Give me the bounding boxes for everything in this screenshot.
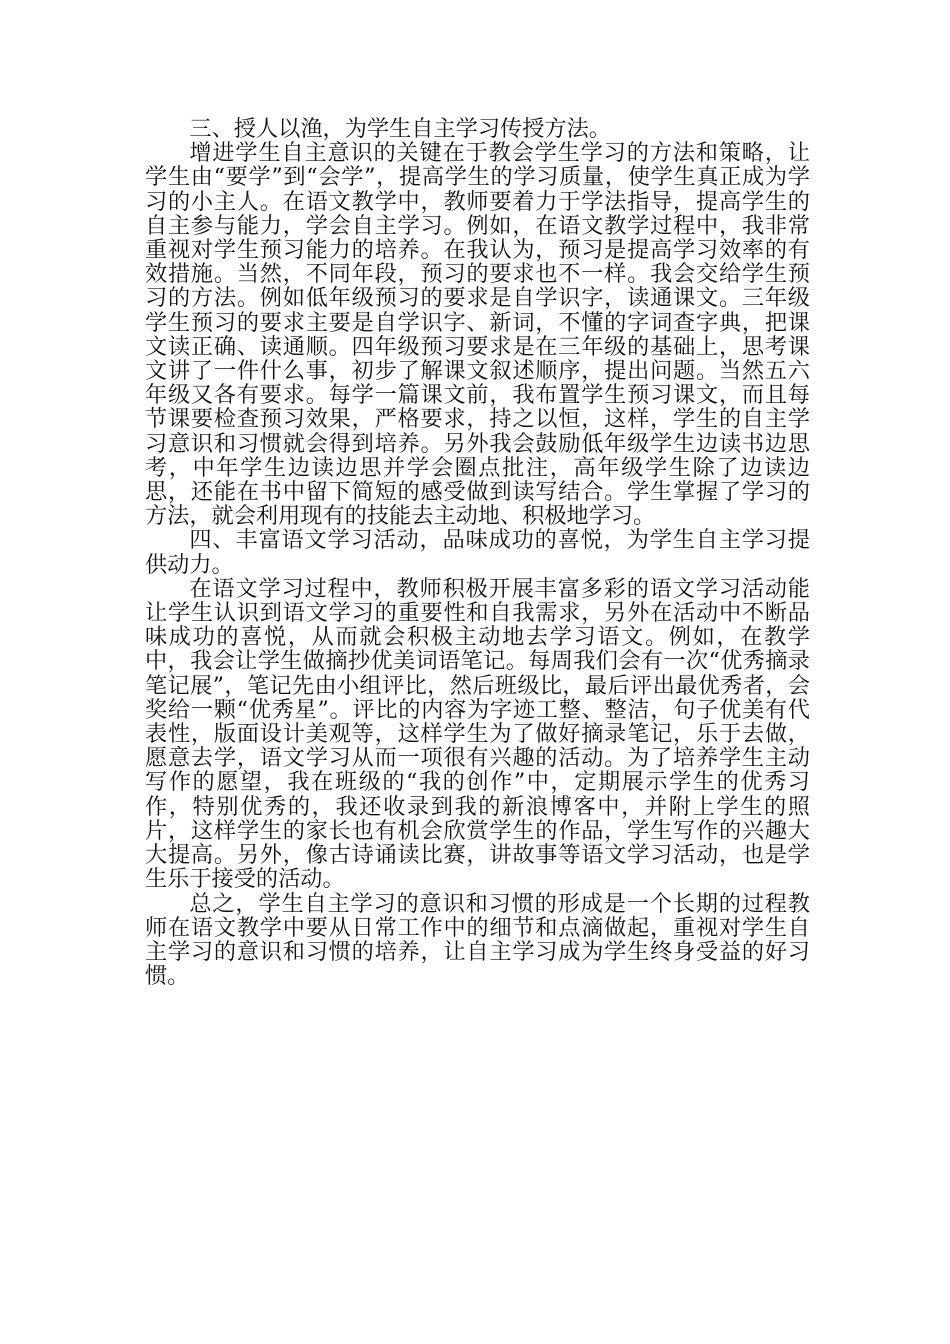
- paragraph-conclusion: 总之，学生自主学习的意识和习惯的形成是一个长期的过程教师在语文教学中要从日常工作中的细节和点滴做起，重视对学生自主学习的意识和习惯的培养，让自主学习成为学生终身受益的好习惯。: [145, 890, 810, 990]
- section-heading-4: 四、丰富语文学习活动，品味成功的喜悦，为学生自主学习提供动力。: [145, 527, 810, 578]
- section-heading-3: 三、授人以渔，为学生自主学习传授方法。: [189, 116, 611, 142]
- paragraph-activities: 在语文学习过程中，教师积极开展丰富多彩的语文学习活动能让学生认识到语文学习的重要性和自我需求，另外在活动中不断品味成功的喜悦，从而就会积极主动地去学习语文。例如，在教学中，我会让学生做摘抄优美词语笔记。每周我们会有一次“优秀摘录笔记展”，笔记先由小组评比，然后班级比，最后评出最优秀者，会奖给一颗“优秀星”。评比的内容为字迹工整、整洁，句子优美有代表性，版面设计美观等，这样学生为了做好摘录笔记，乐于去做，愿意去学，语文学习从而一项很有兴趣的活动。为了培养学生主动写作的愿望，我在班级的“我的创作”中，定期展示学生的优秀习作，特别优秀的，我还收录到我的新浪博客中，并附上学生的照片，这样学生的家长也有机会欣赏学生的作品，学生写作的兴趣大大提高。另外，像古诗诵读比赛，讲故事等语文学习活动，也是学生乐于接受的活动。: [145, 575, 810, 893]
- paragraph-method: 增进学生自主意识的关键在于教会学生学习的方法和策略，让学生由“要学”到“会学”，提高学生的学习质量，使学生真正成为学习的小主人。在语文教学中，教师要着力于学法指导，提高学生的自主参与能力，学会自主学习。例如，在语文教学过程中，我非常重视对学生预习能力的培养。在我认为，预习是提高学习效率的有效措施。当然，不同年段，预习的要求也不一样。我会交给学生预习的方法。例如低年级预习的要求是自学识字，读通课文。三年级学生预习的要求主要是自学识字、新词，不懂的字词查字典，把课文读正确、读通顺。四年级预习要求是在三年级的基础上，思考课文讲了一件什么事，初步了解课文叙述顺序，提出问题。当然五六年级又各有要求。每学一篇课文前，我布置学生预习课文，而且每节课要检查预习效果，严格要求，持之以恒，这样，学生的自主学习意识和习惯就会得到培养。另外我会鼓励低年级学生边读书边思考，中年学生边读边思并学会圈点批注，高年级学生除了边读边思，还能在书中留下简短的感受做到读写结合。学生掌握了学习的方法，就会利用现有的技能去主动地、积极地学习。: [145, 140, 810, 530]
- document-body: [145, 117, 810, 988]
